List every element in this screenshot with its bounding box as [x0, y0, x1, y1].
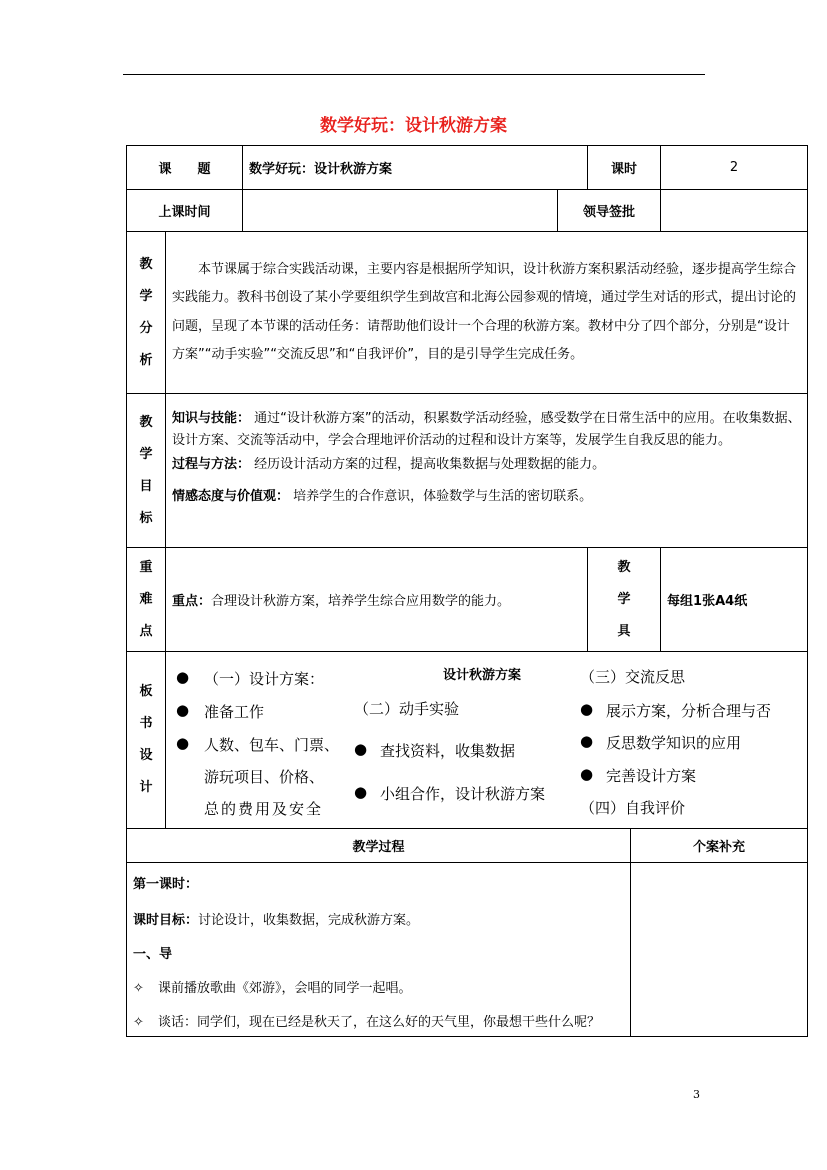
supplement-content	[631, 863, 808, 1037]
topic-label: 课 题	[127, 146, 243, 190]
knowledge-text: 通过“设计秋游方案”的活动，积累数学活动经验，感受数学在日常生活中的应用。在收集数据、设计方案、交流等活动中，学会合理地评价活动的过程和设计方案等，发展学生自我反思的能力。	[172, 411, 801, 448]
board-part1-item1: 准备工作	[204, 703, 265, 721]
lesson-goal-text: 讨论设计，收集数据，完成秋游方案。	[198, 912, 420, 928]
topic-value: 数学好玩：设计秋游方案	[243, 146, 588, 190]
board-part3-item3: 完善设计方案	[606, 767, 697, 785]
bullet: ●	[176, 668, 190, 686]
supplement-header: 个案补充	[631, 829, 808, 863]
focus-text: 合理设计秋游方案，培养学生综合应用数学的能力。	[211, 594, 511, 609]
diamond-icon: ✧	[133, 1014, 144, 1030]
process-header: 教学过程	[127, 829, 631, 863]
process-content	[127, 863, 631, 1037]
emotion-text: 培养学生的合作意识，体验数学与生活的密切联系。	[293, 488, 593, 504]
hours-label: 课时	[588, 146, 661, 190]
lesson-goal-label: 课时目标：	[133, 912, 199, 928]
knowledge-label: 知识与技能：	[172, 411, 251, 426]
board-label: 板 书 设 计	[127, 652, 166, 829]
key-points-label: 重 难 点	[127, 548, 166, 652]
bullet: ●	[580, 765, 594, 783]
lesson-heading: 第一课时：	[133, 876, 199, 892]
process-method-text: 经历设计活动方案的过程，提高收集数据与处理数据的能力。	[254, 457, 606, 472]
document-title: 数学好玩：设计秋游方案	[320, 116, 507, 136]
board-part2-item1: 查找资料，收集数据	[380, 742, 516, 760]
analysis-text: 本节课属于综合实践活动课，主要内容是根据所学知识，设计秋游方案积累活动经验，逐步提高学生综合实践能力。教科书创设了某小学要组织学生到故宫和北海公园参观的情境，通过学生对话的形式，提出讨论的问题，呈现了本节课的活动任务：请帮助他们设计一个合理的秋游方案。教材中分了四个部分，分别是“设计方案”“动手实验”“交流反思”和“自我评价”，目的是引导学生完成任务。	[166, 232, 808, 394]
board-title: 设计秋游方案	[443, 668, 522, 683]
leader-value	[661, 190, 808, 232]
board-part3-title: （三）交流反思	[580, 668, 686, 686]
process-item-2: 谈话：同学们，现在已经是秋天了，在这么好的天气里，你最想干些什么呢？	[158, 1014, 601, 1030]
lesson-plan-table	[126, 145, 808, 1037]
board-part3-item2: 反思数学知识的应用	[606, 734, 742, 752]
diamond-icon: ✧	[133, 980, 144, 996]
focus-cell	[166, 548, 588, 652]
board-part2-item2: 小组合作，设计秋游方案	[380, 785, 546, 803]
class-time-label: 上课时间	[127, 190, 243, 232]
board-part1-item2-line1: 人数、包车、门票、	[204, 736, 340, 754]
bullet: ●	[176, 734, 190, 752]
tools-text: 每组1张A4纸	[661, 548, 808, 652]
analysis-label: 教 学 分 析	[127, 232, 166, 394]
page-number: 3	[693, 1088, 700, 1101]
bullet: ●	[354, 740, 368, 758]
bullet: ●	[176, 701, 190, 719]
process-method-label: 过程与方法：	[172, 457, 251, 472]
goals-content	[166, 394, 808, 548]
board-part1-item2-line2: 游玩项目、价格、	[204, 768, 325, 786]
hours-value: 2	[661, 146, 808, 190]
emotion-label: 情感态度与价值观：	[172, 488, 290, 504]
board-design	[166, 652, 808, 829]
section-heading: 一、导	[133, 946, 173, 962]
goals-label: 教 学 目 标	[127, 394, 166, 548]
tools-label: 教 学 具	[588, 548, 661, 652]
leader-label: 领导签批	[558, 190, 661, 232]
focus-label: 重点：	[172, 594, 212, 609]
process-item-1: 课前播放歌曲《郊游》，会唱的同学一起唱。	[158, 980, 412, 996]
board-part1-item2-line3: 总的费用及安全	[204, 800, 324, 818]
board-part3-item1: 展示方案，分析合理与否	[606, 702, 772, 720]
board-part4-title: （四）自我评价	[580, 799, 686, 817]
bullet: ●	[354, 783, 368, 801]
board-part1-title: （一）设计方案：	[204, 670, 325, 688]
header-rule	[123, 74, 705, 75]
board-part2-title: （二）动手实验	[354, 700, 460, 718]
bullet: ●	[580, 700, 594, 718]
bullet: ●	[580, 732, 594, 750]
class-time-value	[243, 190, 558, 232]
